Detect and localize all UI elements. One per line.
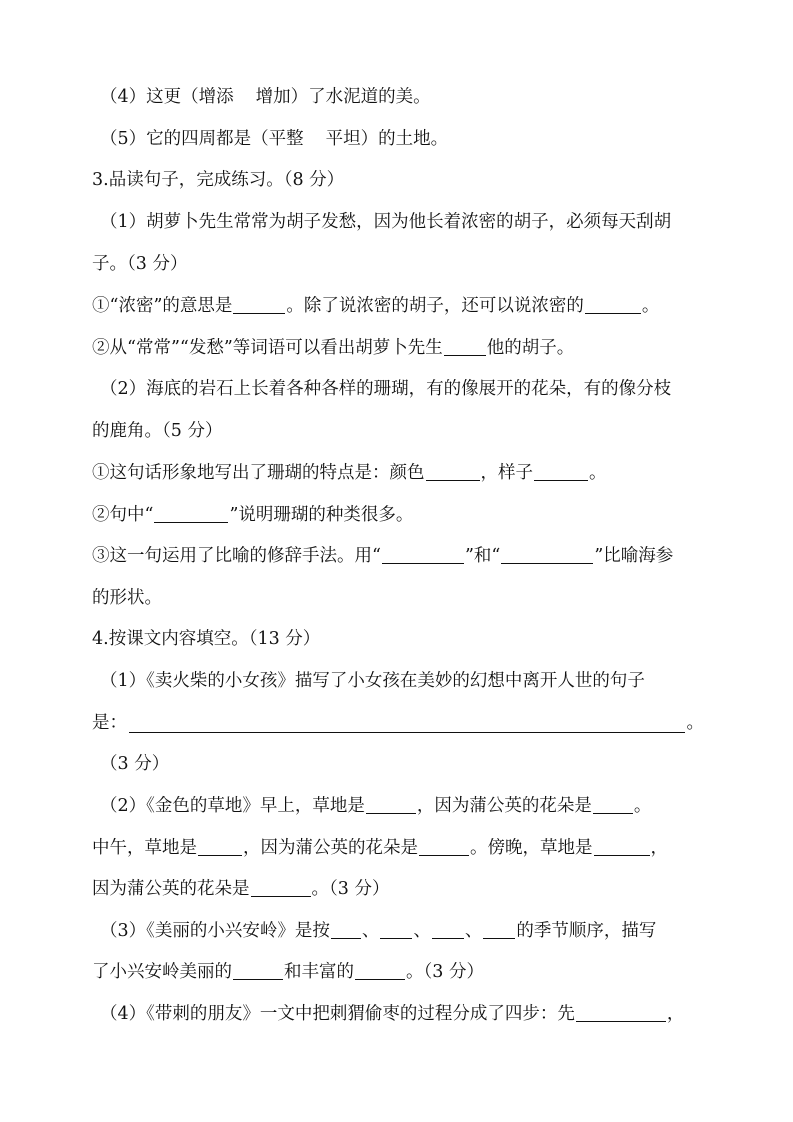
question-text: 、 [464, 921, 483, 941]
answer-blank[interactable] [331, 920, 361, 939]
sentence-text: （2）海底的岩石上长着各种各样的珊瑚，有的像展开的花朵，有的像分枝 [100, 379, 672, 399]
answer-blank[interactable] [233, 295, 285, 314]
question-text: （2）《金色的草地》早上，草地是 [100, 796, 365, 816]
question-text: 。（3 分） [311, 879, 390, 899]
sentence-text: 子。（3 分） [92, 254, 188, 274]
question-text: 是： [92, 713, 127, 733]
question-text: （3）《美丽的小兴安岭》是按 [100, 921, 330, 941]
option-line-5 [100, 124, 712, 154]
answer-blank[interactable] [585, 295, 641, 314]
answer-blank[interactable] [444, 337, 486, 356]
question-text: 。（3 分） [406, 962, 484, 982]
question-text: ，样子 [480, 463, 533, 483]
question-text: ， [650, 838, 668, 858]
sentence-text: 的鹿角。（5 分） [92, 421, 223, 441]
question-text: ，因为蒲公英的花朵是 [243, 838, 418, 858]
question-text: ，因为蒲公英的花朵是 [416, 796, 592, 816]
question-text: 他的胡子。 [486, 338, 575, 358]
question-text: 、 [361, 921, 380, 941]
option-text: 增加）了水泥道的美。 [255, 87, 431, 107]
question-heading-4 [92, 624, 704, 654]
question-text: 。 [686, 713, 704, 733]
question-text: ”和“ [464, 546, 501, 566]
sentence-line [92, 249, 704, 279]
fill-line [92, 500, 704, 530]
answer-blank[interactable] [382, 545, 464, 564]
answer-blank[interactable] [233, 961, 283, 980]
fill-line [92, 708, 704, 738]
question-text: 了小兴安岭美丽的 [92, 962, 232, 982]
score-line [100, 749, 712, 779]
question-text: （4）《带刺的朋友》一文中把刺猬偷枣的过程分成了四步：先 [100, 1004, 575, 1024]
question-text: 。除了说浓密的胡子，还可以说浓密的 [286, 296, 584, 316]
fill-line [100, 999, 712, 1029]
answer-blank[interactable] [426, 462, 480, 481]
answer-blank[interactable] [594, 837, 650, 856]
fill-line [100, 916, 712, 946]
heading-text: 3.品读句子，完成练习。（8 分） [92, 170, 345, 190]
answer-blank[interactable] [576, 1003, 666, 1022]
question-text: ②从“常常”“发愁”等词语可以看出胡萝卜先生 [92, 338, 443, 358]
question-text: 、 [413, 921, 431, 941]
sentence-line [100, 207, 712, 237]
fill-line [92, 833, 704, 863]
option-text: 平坦）的土地。 [325, 129, 449, 149]
question-text: ③这一句运用了比喻的修辞手法。用“ [92, 546, 381, 566]
question-text: 因为蒲公英的花朵是 [92, 879, 250, 899]
question-text: 的季节顺序，描写 [516, 921, 657, 941]
sentence-line [92, 583, 704, 613]
answer-blank[interactable] [355, 961, 405, 980]
sentence-text: （1）《卖火柴的小女孩》描写了小女孩在美妙的幻想中离开人世的句子 [100, 671, 645, 691]
question-text: ”比喻海参 [594, 546, 674, 566]
question-text: 。 [589, 463, 607, 483]
fill-line [92, 541, 704, 571]
answer-blank[interactable] [366, 795, 416, 814]
heading-text: 4.按课文内容填空。（13 分） [92, 629, 321, 649]
answer-blank[interactable] [380, 920, 412, 939]
sentence-line [92, 416, 704, 446]
answer-blank[interactable] [251, 878, 311, 897]
fill-line [92, 957, 704, 987]
score-text: （3 分） [100, 754, 170, 774]
answer-blank[interactable] [154, 504, 228, 523]
answer-blank[interactable] [593, 795, 633, 814]
answer-blank[interactable] [419, 837, 469, 856]
answer-blank[interactable] [501, 545, 593, 564]
answer-blank[interactable] [534, 462, 588, 481]
option-text: （5）它的四周都是（平整 [100, 129, 304, 149]
option-text: （4）这更（增添 [100, 87, 234, 107]
question-text: ”说明珊瑚的种类很多。 [229, 505, 414, 525]
fill-line [92, 291, 704, 321]
question-text: ②句中“ [92, 505, 154, 525]
question-text: ， [666, 1004, 685, 1024]
question-text: 。 [633, 796, 652, 816]
option-line-4 [100, 82, 712, 112]
question-text: 。傍晚，草地是 [470, 838, 593, 858]
answer-blank[interactable] [432, 920, 464, 939]
question-text: 中午，草地是 [92, 838, 197, 858]
question-text: 和丰富的 [284, 962, 354, 982]
question-text: 。 [641, 296, 660, 316]
question-heading-3 [92, 165, 704, 195]
answer-blank[interactable] [129, 714, 685, 733]
sentence-text: （1）胡萝卜先生常常为胡子发愁，因为他长着浓密的胡子，必须每天刮胡 [100, 212, 672, 232]
answer-blank[interactable] [198, 837, 242, 856]
sentence-text: 的形状。 [92, 588, 162, 608]
answer-blank[interactable] [483, 920, 515, 939]
fill-line [92, 333, 704, 363]
fill-line [100, 791, 712, 821]
sentence-line [100, 374, 712, 404]
question-text: ①这句话形象地写出了珊瑚的特点是：颜色 [92, 463, 425, 483]
fill-line [92, 874, 704, 904]
fill-line [92, 458, 704, 488]
sentence-line [100, 666, 712, 696]
question-text: ①“浓密”的意思是 [92, 296, 233, 316]
